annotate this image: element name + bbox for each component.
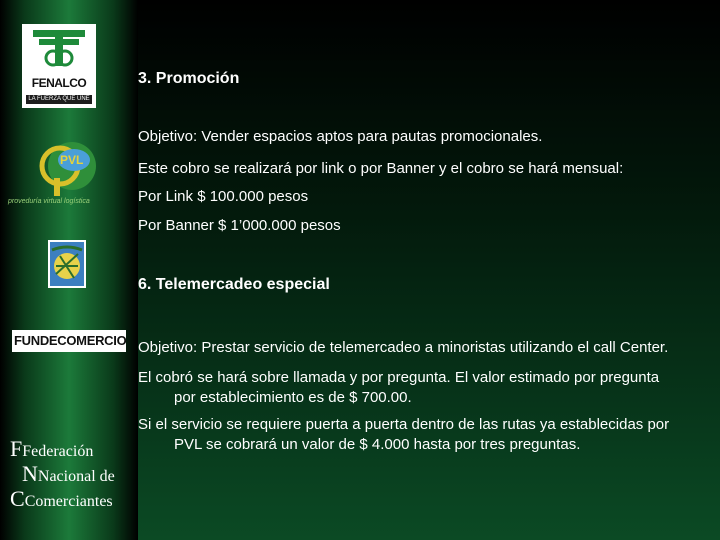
section-3-title: 3. Promoción xyxy=(138,70,240,87)
section-6-paragraph-2 xyxy=(138,415,708,455)
section-6-p1-line-a: El cobró se hará sobre llamada y por pregunta. El valor estimado por pregunta xyxy=(138,369,660,386)
section-6-p2-line-a: Si el servicio se requiere puerta a puerta dentro de las rutas ya establecidas por xyxy=(138,416,670,433)
fenalco-emblem-icon xyxy=(29,28,89,74)
pvl-globe-icon xyxy=(34,138,102,198)
federation-line3: CComerciantes xyxy=(10,486,113,511)
section-6-p2-line-b: PVL se cobrará un valor de $ 4.000 hasta por tres preguntas. xyxy=(174,436,581,453)
section-6-title: 6. Telemercadeo especial xyxy=(138,276,330,293)
pvl-letters: PVL xyxy=(60,153,84,167)
section-6-objective-label: Objetivo: xyxy=(138,339,198,356)
federation-line1: FFederación xyxy=(10,436,94,461)
section-6-objective xyxy=(138,339,668,356)
fenalco-tagline: LA FUERZA QUE UNE xyxy=(26,95,92,104)
fenalco-logo xyxy=(22,24,96,108)
globe-logo xyxy=(48,240,86,288)
pvl-caption: proveduría virtual logística xyxy=(8,198,90,205)
pvl-logo xyxy=(34,138,102,198)
fenalco-name: FENALCO xyxy=(31,76,87,90)
fundecomercio-logo xyxy=(12,330,126,352)
section-3-line1: Este cobro se realizará por link o por Banner y el cobro se hará mensual: xyxy=(138,160,624,177)
federation-wordmark xyxy=(10,438,115,513)
section-6-paragraph-1 xyxy=(138,368,708,408)
section-3-line3: Por Banner $ 1’000.000 pesos xyxy=(138,217,341,234)
section-3-line2: Por Link $ 100.000 pesos xyxy=(138,188,309,205)
section-6-objective-text: Prestar servicio de telemercadeo a minoristas utilizando el call Center. xyxy=(197,339,669,356)
section-6-p1-line-b: por establecimiento es de $ 700.00. xyxy=(174,389,412,406)
section-3-objective: Objetivo: Vender espacios aptos para pautas promocionales. xyxy=(138,128,543,145)
federation-line2: NNacional de xyxy=(22,461,115,486)
fundecomercio-name: FUNDECOMERCIO xyxy=(14,333,127,348)
globe-emblem-icon xyxy=(48,240,86,288)
